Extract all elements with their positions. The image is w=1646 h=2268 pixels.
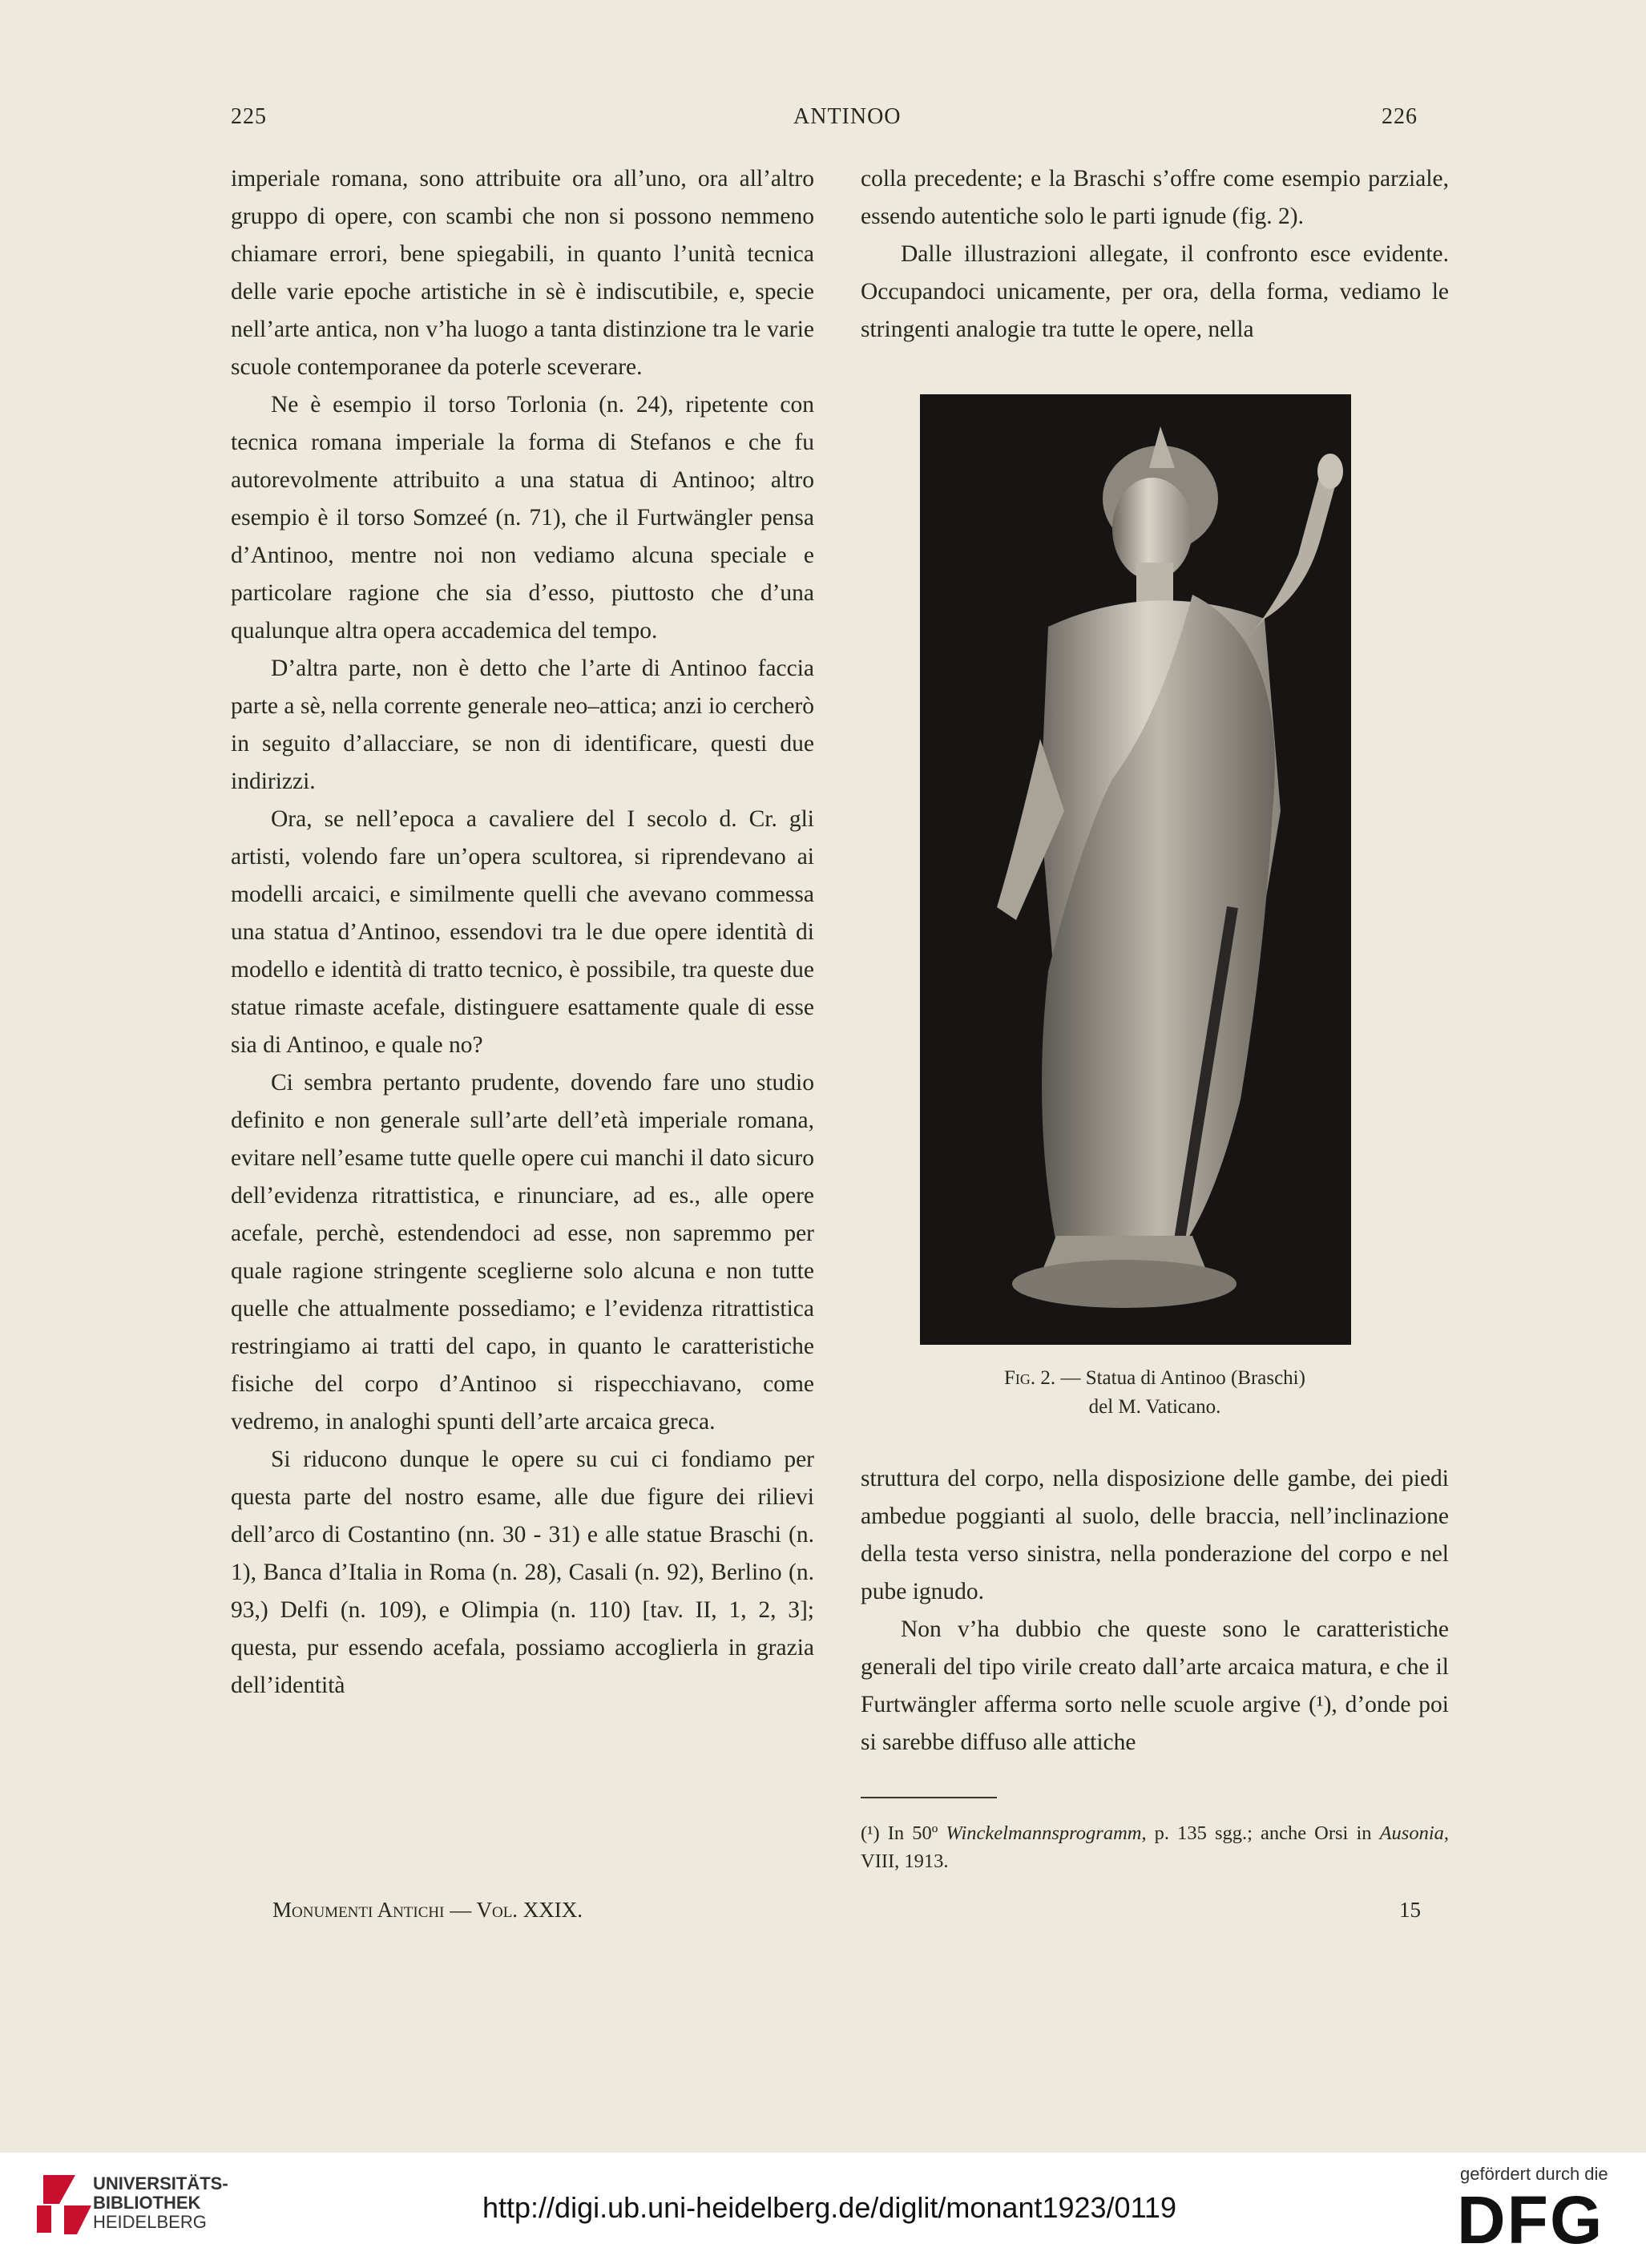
footnote-text: , p. 135 sgg.; anche Orsi in [1141,1822,1372,1844]
library-name [93,2174,228,2232]
caption-line-2: del M. Vaticano. [1088,1396,1221,1418]
statue-image [920,394,1351,1345]
journal-footer: Monumenti Antichi — Vol. XXIX. [272,1898,583,1922]
footnote-text: , VIII, 1913. [861,1822,1450,1872]
page-number-right: 226 [1382,104,1418,129]
paragraph: colla precedente; e la Braschi s’offre come esempio parziale, essendo autentiche solo le parti ignude (fig. 2). [861,166,1449,229]
university-library-logo-icon [35,2173,95,2236]
library-name-line: UNIVERSITÄTS- [93,2173,228,2193]
figure-label: Fig. 2. [1004,1367,1056,1389]
paragraph: Ne è esempio il torso Torlonia (n. 24), ripetente con tecnica romana imperiale la forma di Stefanos e che fu autorevolmente attribuito a una statua di Antinoo; altro esempio è il torso Somzeé (n. 71), che il Furtwängler pensa d’Antinoo, mentre noi non vediamo alcuna speciale e particolare ragione che sia d’esso, piuttosto che d’una qualunque altra opera accademica del tempo. [231,392,814,644]
statue-photograph [920,394,1351,1345]
library-name-line: HEIDELBERG [93,2212,207,2232]
figure-caption [861,1364,1449,1422]
left-column [231,160,814,1705]
paragraph: D’altra parte, non è detto che l’arte di Antinoo faccia parte a sè, nella corrente generale neo–attica; anzi io cercherò in seguito d’allacciare, se non di identificare, questi due indirizzi. [231,656,814,794]
paragraph: Ci sembra pertanto prudente, dovendo fare uno studio definito e non generale sull’arte dell’età imperiale romana, evitare nell’esame tutte quelle opere cui manchi il dato sicuro dell’evidenza ritrattistica, e rinunciare, ad es., alle opere acefale, perchè, estendendoci ad esse, non sapremmo per quale ragione stringente sceglierne solo alcuna e non tutte quelle che attualmente possediamo; e l’evidenza ritrattistica restringiamo ai tratti del capo, in quanto le caratteristiche fisiche del corpo d’Antinoo si rispecchiavano, come vedremo, in analoghi spunti dell’arte arcaica greca. [231,1070,814,1435]
library-name-line: BIBLIOTHEK [93,2193,201,2213]
right-column-top [861,160,1449,349]
paragraph: Ora, se nell’epoca a cavaliere del I secolo d. Cr. gli artisti, volendo fare un’opera scultorea, si riprendevano ai modelli arcaici, e similmente quelli che avevano commessa una statua d’Antinoo, essendovi tra le due opere identità di modello e identità di tratto tecnico, è possibile, tra queste due statue rimaste acefale, distinguere esattamente quale di esse sia di Antinoo, e quale no? [231,806,814,1058]
footnote [861,1819,1449,1875]
right-column-bottom [861,1460,1449,1762]
permalink[interactable]: http://digi.ub.uni-heidelberg.de/diglit/monant1923/0119 [482,2191,1176,2224]
paragraph: imperiale romana, sono attribuite ora all’uno, ora all’altro gruppo di opere, con scambi che non si possono nemmeno chiamare errori, bene spiegabili, in quanto l’unità tecnica delle varie epoche artistiche in sè è indiscutibile, e, specie nell’arte antica, non v’ha luogo a tanta distinzione tra le varie scuole contemporanee da poterle sceverare. [231,166,814,380]
paragraph: struttura del corpo, nella disposizione delle gambe, dei piedi ambedue poggianti al suolo, delle braccia, nell’inclinazione della testa verso sinistra, nella ponderazione del corpo e nel pube ignudo. [861,1466,1449,1604]
page-number-left: 225 [231,104,267,129]
paragraph: Dalle illustrazioni allegate, il confronto esce evidente. Occupandoci unicamente, per ora, della forma, vediamo le stringenti analogie tra tutte le opere, nella [861,241,1449,342]
caption-dash: — [1060,1367,1081,1389]
footnote-italic: Winckelmannsprogramm [946,1822,1142,1844]
funding-label: gefördert durch die [1460,2164,1608,2184]
running-title: ANTINOO [793,104,902,129]
footnote-text: In 50º [887,1822,938,1844]
signature-mark: 15 [1399,1898,1421,1922]
footnote-rule [861,1797,997,1798]
paragraph: Si riducono dunque le opere su cui ci fondiamo per questa parte del nostro esame, alle due figure dei rilievi dell’arco di Costantino (nn. 30 - 31) e alle statue Braschi (n. 1), Banca d’Italia in Roma (n. 28), Casali (n. 92), Berlino (n. 93,) Delfi (n. 109), e Olimpia (n. 110) [tav. II, 1, 2, 3]; questa, pur essendo acefala, possiamo accoglierla in grazia dell’identità [231,1447,814,1698]
footnote-marker: (¹) [861,1822,880,1844]
footnote-italic: Ausonia [1379,1822,1444,1844]
paragraph: Non v’ha dubbio che queste sono le caratteristiche generali del tipo virile creato dall’arte arcaica matura, e che il Furtwängler afferma sorto nelle scuole argive (¹), d’onde poi si sarebbe diffuso alle attiche [861,1616,1449,1755]
dfg-logo: DFG [1457,2182,1604,2258]
caption-line-1: Statua di Antinoo (Braschi) [1085,1367,1305,1389]
